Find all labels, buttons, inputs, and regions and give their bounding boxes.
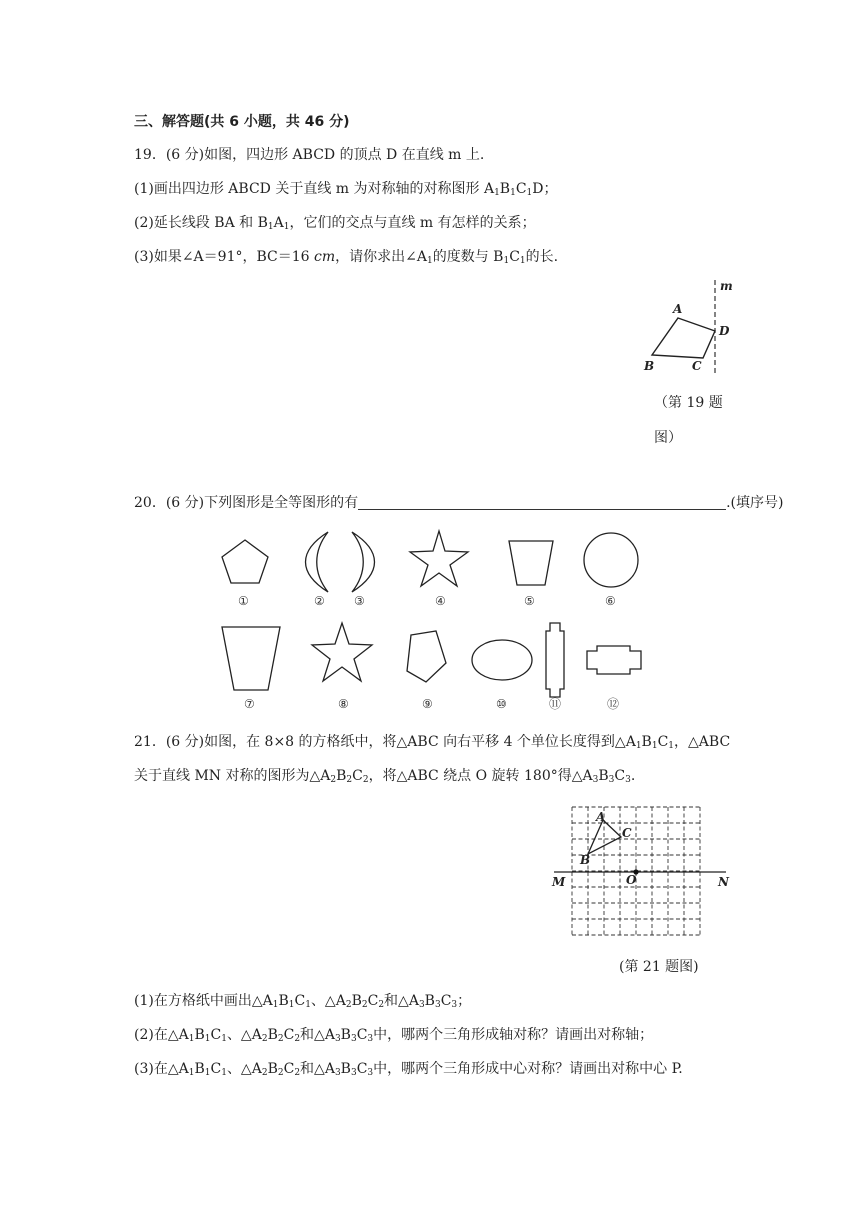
- q21-stem-line1: 21．(6 分)如图，在 8×8 的方格纸中，将△ABC 向右平移 4 个单位长度得到$\triangle A_1B_1C_1$，△ABC: [134, 734, 731, 751]
- label-6: ⑥: [605, 594, 616, 608]
- label-1: ①: [238, 594, 249, 608]
- q19-part1: (1)画出四边形 ABCD 关于直线 m 为对称轴的对称图形 $A_1B_1C_1D$；: [134, 181, 558, 198]
- figure-19-caption-line1: （第 19 题: [654, 395, 723, 411]
- quadrilateral-abcd: [652, 318, 715, 358]
- label-c: C: [622, 826, 632, 840]
- label-n: N: [718, 875, 729, 889]
- label-c: C: [692, 359, 702, 373]
- shape-cross-11: [546, 623, 564, 697]
- label-2: ②: [314, 594, 325, 608]
- shape-crescent-3: [352, 532, 375, 592]
- figure-20-shapes: [200, 525, 660, 715]
- label-4: ④: [435, 594, 446, 608]
- label-m: m: [720, 279, 733, 293]
- label-m: M: [552, 875, 566, 889]
- shape-pentagon-1: [222, 540, 268, 583]
- figure-19-caption-line2: 图）: [654, 430, 682, 446]
- label-3: ③: [354, 594, 365, 608]
- shape-trapezoid-5: [509, 541, 553, 585]
- label-b: B: [580, 853, 591, 867]
- q21-stem-line2: 关于直线 MN 对称的图形为$\triangle A_2B_2C_2$，将△ABC 绕点 O 旋转 180°得$\triangle A_3B_3C_3$.: [134, 768, 636, 785]
- label-11: ⑪: [549, 697, 562, 711]
- label-5: ⑤: [524, 594, 535, 608]
- section-title: 三、解答题(共 6 小题，共 46 分): [134, 114, 350, 130]
- q21-part2: (2)在$\triangle A_1B_1C_1$、$\triangle A_2B_2C_2$和$\triangle A_3B_3C_3$中，哪两个三角形成轴对称？请画出对称轴；: [134, 1027, 654, 1044]
- q19-part2: (2)延长线段 BA 和 $B_1A_1$，它们的交点与直线 m 有怎样的关系；: [134, 215, 536, 232]
- label-a: A: [596, 810, 606, 824]
- q20-stem: 20．(6 分)下列图形是全等图形的有 .(填序号): [134, 495, 784, 511]
- figure-21-caption: (第 21 题图): [619, 959, 699, 975]
- shape-pentagon-9: [407, 631, 446, 682]
- q19-part3: (3)如果∠A＝91°，BC＝16 cm，请你求出$\angle A_1$的度数与 $B_1C_1$的长.: [134, 249, 559, 266]
- figure-21-grid: [550, 800, 740, 950]
- shape-crescent-2: [306, 532, 329, 592]
- label-b: B: [644, 359, 655, 373]
- shape-ellipse-10: [472, 640, 532, 680]
- label-8: ⑧: [338, 697, 349, 711]
- q21-part1: (1)在方格纸中画出$\triangle A_1B_1C_1$、$\triangle A_2B_2C_2$和$\triangle A_3B_3C_3$；: [134, 993, 472, 1010]
- label-a: A: [673, 302, 683, 316]
- shape-cross-12: [587, 646, 641, 674]
- label-d: D: [719, 324, 730, 338]
- label-9: ⑨: [422, 697, 433, 711]
- label-7: ⑦: [244, 697, 255, 711]
- shape-star-8: [312, 623, 372, 681]
- label-o: O: [626, 873, 637, 887]
- triangle-abc: [588, 820, 621, 854]
- shape-star-4: [410, 531, 468, 586]
- q19-stem: 19．(6 分)如图，四边形 ABCD 的顶点 D 在直线 m 上.: [134, 147, 485, 163]
- shape-circle-6: [584, 533, 638, 587]
- label-12: ⑫: [607, 697, 620, 711]
- shape-trapezoid-7: [222, 627, 280, 690]
- answer-blank[interactable]: [358, 495, 726, 510]
- figure-19-quadrilateral: [640, 278, 740, 378]
- q21-part3: (3)在$\triangle A_1B_1C_1$、$\triangle A_2B_2C_2$和$\triangle A_3B_3C_3$中，哪两个三角形成中心对称？请画出对称中心 P.: [134, 1061, 683, 1078]
- label-10: ⑩: [496, 697, 507, 711]
